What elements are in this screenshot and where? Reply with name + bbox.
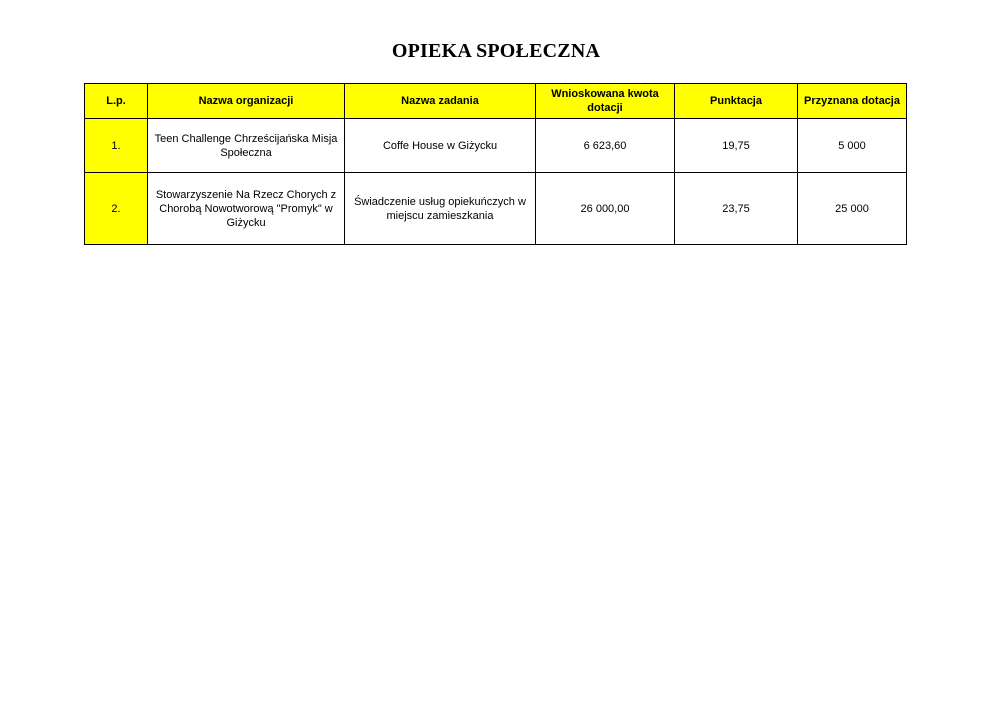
header-requested-amount: Wnioskowana kwota dotacji: [536, 84, 675, 119]
cell-granted-amount: 5 000: [798, 119, 907, 173]
cell-requested-amount: 26 000,00: [536, 173, 675, 245]
cell-organization: Stowarzyszenie Na Rzecz Chorych z Chorobą Nowotworową "Promyk" w Giżycku: [148, 173, 345, 245]
table-row: [85, 119, 907, 173]
header-organization: Nazwa organizacji: [148, 84, 345, 119]
table-row: [85, 173, 907, 245]
header-lp: L.p.: [85, 84, 148, 119]
cell-task: Coffe House w Giżycku: [345, 119, 536, 173]
cell-task: Świadczenie usług opiekuńczych w miejscu zamieszkania: [345, 173, 536, 245]
cell-organization: Teen Challenge Chrześcijańska Misja Społeczna: [148, 119, 345, 173]
grants-table: [84, 83, 907, 245]
header-task: Nazwa zadania: [345, 84, 536, 119]
cell-score: 19,75: [675, 119, 798, 173]
header-granted-amount: Przyznana dotacja: [798, 84, 907, 119]
cell-granted-amount: 25 000: [798, 173, 907, 245]
header-score: Punktacja: [675, 84, 798, 119]
cell-lp: 2.: [85, 173, 148, 245]
cell-lp: 1.: [85, 119, 148, 173]
page-title: OPIEKA SPOŁECZNA: [391, 40, 601, 62]
cell-score: 23,75: [675, 173, 798, 245]
table-header-row: [85, 84, 907, 119]
cell-requested-amount: 6 623,60: [536, 119, 675, 173]
